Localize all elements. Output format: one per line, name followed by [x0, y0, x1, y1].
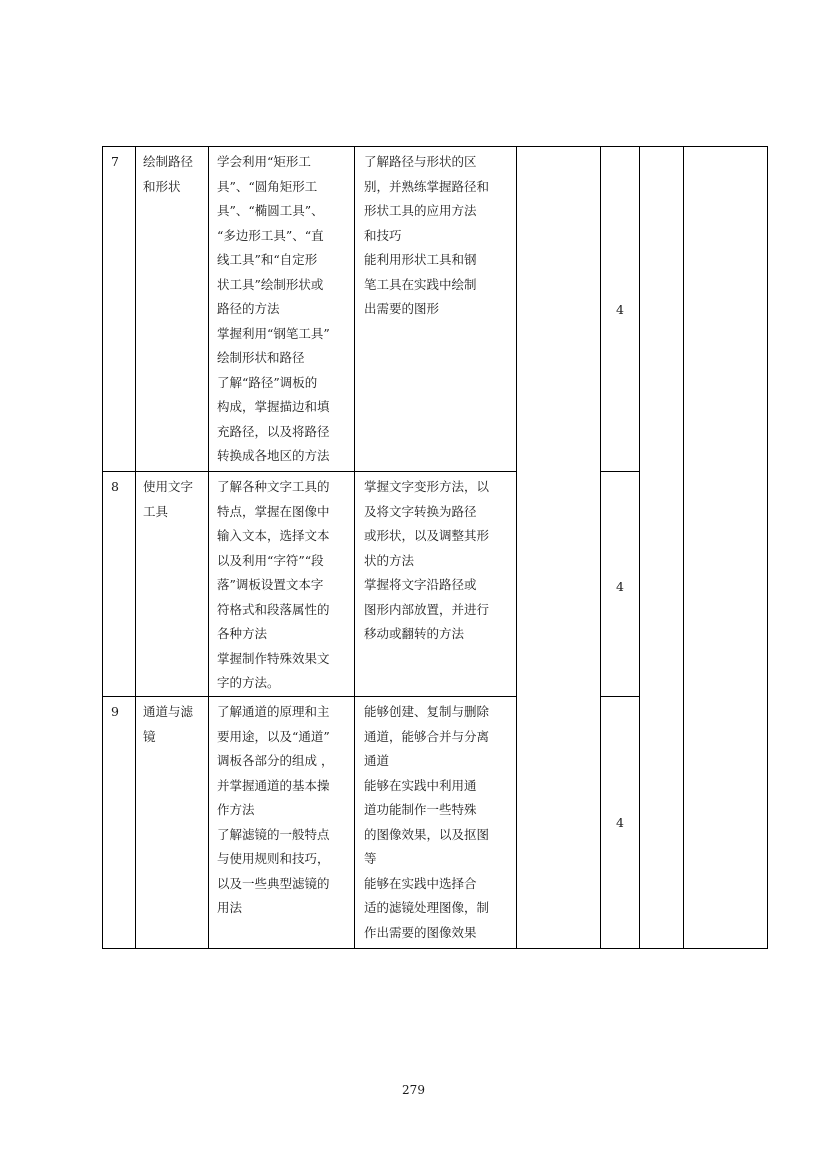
course-table [102, 146, 768, 949]
requirements-cell: 能够创建、复制与删除 通道，能够合并与分离 通道 能够在实践中利用通 道功能制作一些特殊 的图像效果，以及抠图 等 能够在实践中选择合 适的滤镜处理图像，制 作出需要的图像效果 [364, 704, 490, 940]
requirements-cell: 掌握文字变形方法，以 及将文字转换为路径 或形状，以及调整其形 状的方法 掌握将文字沿路径或 图形内部放置，并进行 移动或翻转的方法 [364, 479, 490, 641]
column-divider [208, 147, 209, 948]
hours-cell: 4 [616, 302, 624, 317]
content-cell: 学会利用“矩形工 具”、“圆角矩形工 具”、“椭圆工具”、 “多边形工具”、“直 线工具”和“自定形 状工具”绘制形状或 路径的方法 掌握利用“钢笔工具” 绘制形状和路径 了解“路径”调板的 构成，掌握描边和填 充路径，以及将路径 转换成各地区的方法 [217, 154, 330, 463]
topic-cell: 通道与滤 镜 [143, 704, 194, 744]
row-number: 9 [111, 704, 119, 719]
content-cell: 了解通道的原理和主 要用途，以及“通道” 调板各部分的组成 ， 并掌握通道的基本操 作方法 了解滤镜的一般特点 与使用规则和技巧， 以及一些典型滤镜的 用法 [217, 704, 334, 915]
requirements-cell: 了解路径与形状的区 别，并熟练掌握路径和 形状工具的应用方法 和技巧 能利用形状工具和钢 笔工具在实践中绘制 出需要的图形 [364, 154, 490, 316]
row-divider [103, 471, 516, 472]
content-cell: 了解各种文字工具的 特点，掌握在图像中 输入文本，选择文本 以及利用“字符”“段 落”调板设置文本字 符格式和段落属性的 各种方法 掌握制作特殊效果文 字的方法。 [217, 479, 330, 690]
row-divider [600, 471, 639, 472]
row-number: 8 [111, 479, 119, 494]
column-divider [683, 147, 684, 948]
topic-cell: 使用文字 工具 [143, 479, 194, 519]
row-divider [600, 696, 639, 697]
column-divider [639, 147, 640, 948]
column-divider [135, 147, 136, 948]
row-number: 7 [111, 154, 119, 169]
column-divider [354, 147, 355, 948]
hours-cell: 4 [616, 815, 624, 830]
row-divider [103, 696, 516, 697]
column-divider [516, 147, 517, 948]
page-number: 279 [402, 1083, 425, 1097]
hours-cell: 4 [616, 579, 624, 594]
topic-cell: 绘制路径 和形状 [143, 154, 194, 194]
